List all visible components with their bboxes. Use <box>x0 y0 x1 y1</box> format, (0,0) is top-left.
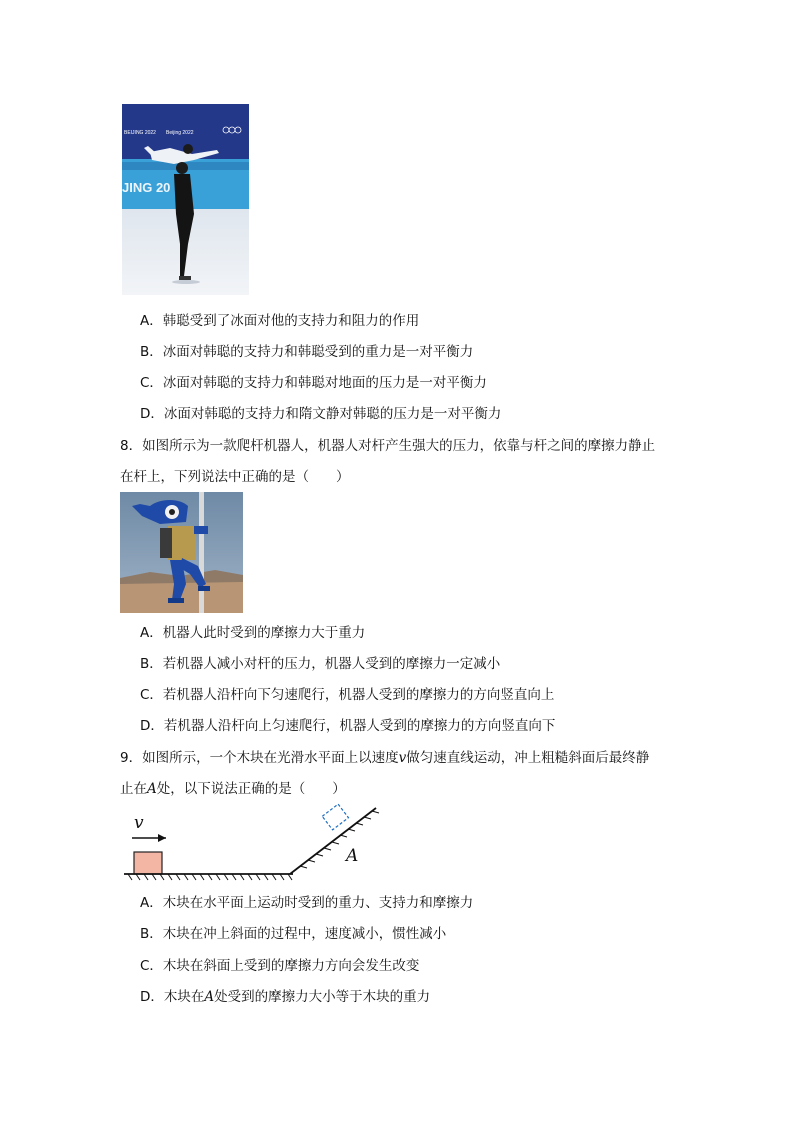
block-incline-diagram <box>120 800 390 886</box>
q8-stem-line-1: 8．如图所示为一款爬杆机器人，机器人对杆产生强大的压力，依靠与杆之间的摩擦力静止 <box>120 438 656 454</box>
q7-option-a: A．韩聪受到了冰面对他的支持力和阻力的作用 <box>140 313 420 329</box>
q9-option-c: C．木块在斜面上受到的摩擦力方向会发生改变 <box>140 958 420 974</box>
q9-option-d-var: A <box>204 989 215 1005</box>
q7-option-b: B．冰面对韩聪的支持力和韩聪受到的重力是一对平衡力 <box>140 344 474 360</box>
q9-option-d: D．木块在A处受到的摩擦力大小等于木块的重力 <box>140 989 431 1005</box>
q8-option-c: C．若机器人沿杆向下匀速爬行，机器人受到的摩擦力的方向竖直向上 <box>140 687 555 703</box>
q9-option-a: A．木块在水平面上运动时受到的重力、支持力和摩擦力 <box>140 895 474 911</box>
rink-board-text: JING 20 <box>122 180 171 195</box>
q9-stem-line-2: 止在A处，以下说法正确的是（ ） <box>120 781 346 797</box>
q9-var-v: v <box>398 750 407 766</box>
q7-option-d: D．冰面对韩聪的支持力和隋文静对韩聪的压力是一对平衡力 <box>140 406 502 422</box>
velocity-label: v <box>134 813 144 833</box>
q9-option-b: B．木块在冲上斜面的过程中，速度减小，惯性减小 <box>140 926 447 942</box>
q9-stem-line-1: 9．如图所示，一个木块在光滑水平面上以速度v做匀速直线运动，冲上粗糙斜面后最终静 <box>120 750 650 766</box>
q8-option-b: B．若机器人减小对杆的压力，机器人受到的摩擦力一定减小 <box>140 656 501 672</box>
wooden-block <box>134 852 162 874</box>
svg-text:Beijing 2022: Beijing 2022 <box>166 130 194 136</box>
beijing-logo-text: BEIJING 2022 <box>124 130 156 136</box>
q8-option-a: A．机器人此时受到的摩擦力大于重力 <box>140 625 366 641</box>
block-final-position <box>322 804 348 830</box>
climbing-robot-photo <box>120 492 243 613</box>
q9-var-a: A <box>147 781 157 797</box>
rough-incline <box>290 808 376 874</box>
point-a-label: A <box>346 846 359 866</box>
figure-skating-photo <box>122 104 249 295</box>
q8-stem-line-2: 在杆上，下列说法中正确的是（ ） <box>120 469 350 485</box>
q7-option-c: C．冰面对韩聪的支持力和韩聪对地面的压力是一对平衡力 <box>140 375 487 391</box>
q8-option-d: D．若机器人沿杆向上匀速爬行，机器人受到的摩擦力的方向竖直向下 <box>140 718 556 734</box>
